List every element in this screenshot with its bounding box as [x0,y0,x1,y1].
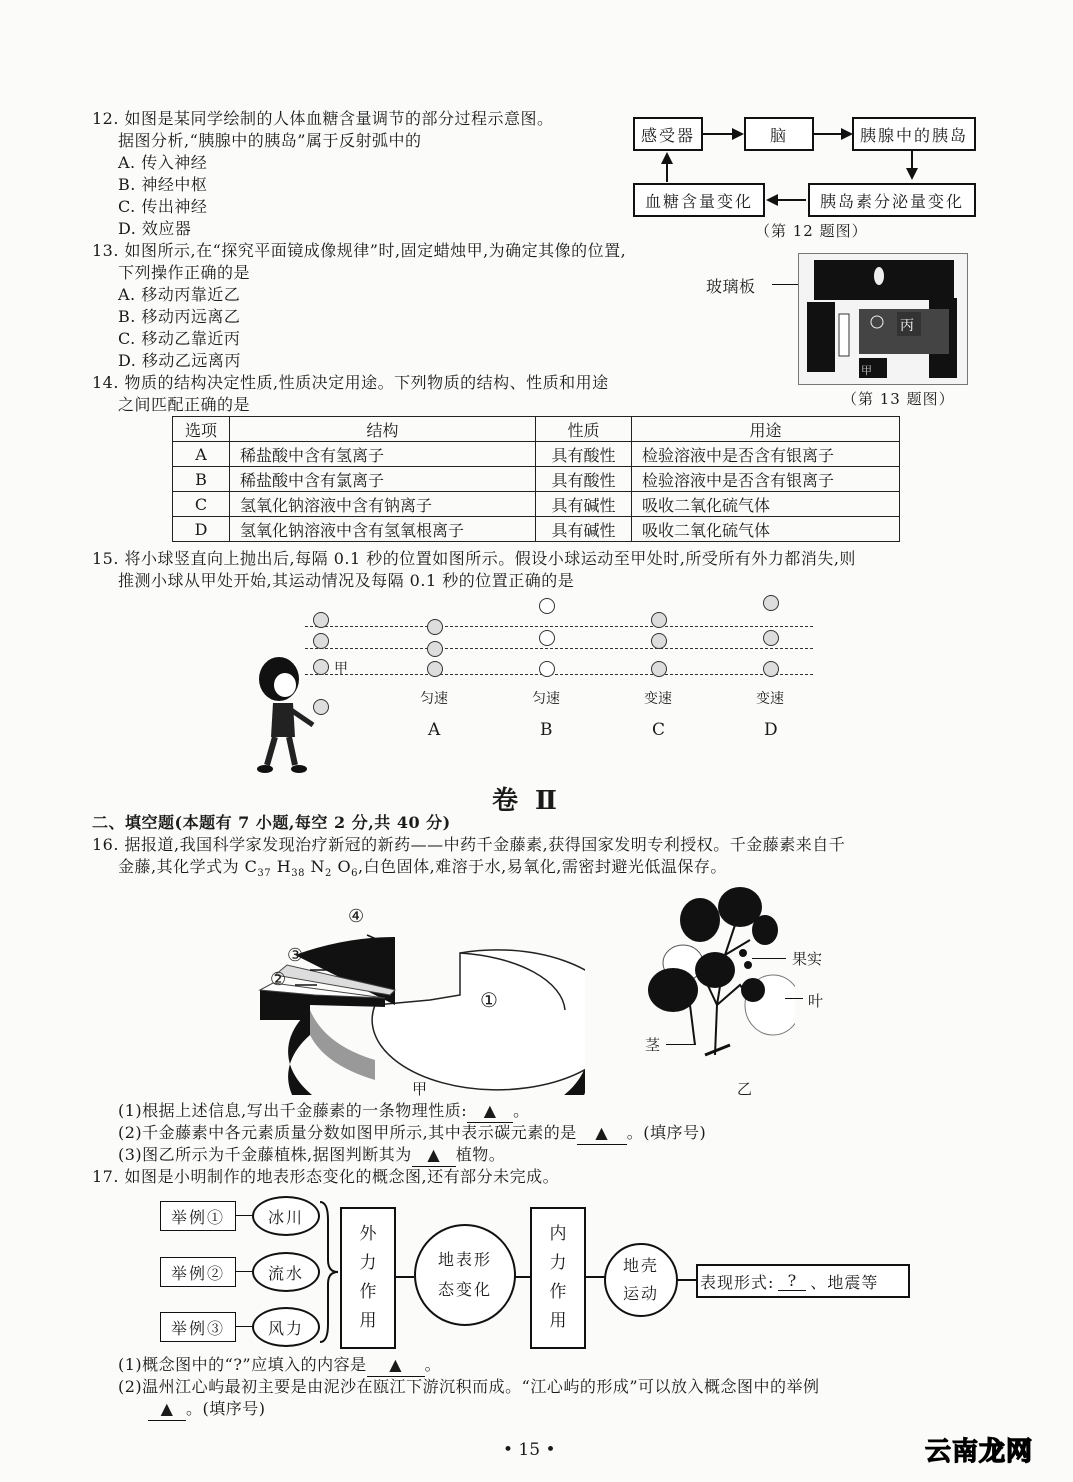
connector [514,1276,530,1278]
option-b-letter: B [540,720,553,740]
stem-text: 金藤,其化学式为 C [118,857,258,876]
table-row [173,517,900,542]
ball [313,612,329,628]
ball [313,659,329,675]
volume-title: 卷 Ⅱ [492,786,561,816]
center-node [414,1224,516,1326]
ball [427,661,443,677]
connector [236,1215,252,1216]
pie-label-1: ① [480,988,498,1012]
q12-stem-line1: 12. 如图是某同学绘制的人体血糖含量调节的部分过程示意图。 [92,109,554,128]
forms-box [696,1264,910,1298]
connector [676,1279,696,1281]
table-row [173,492,900,517]
q14-stem-line2: 之间匹配正确的是 [118,395,251,414]
arrow-line [666,164,668,182]
arrow-right-icon [841,128,853,140]
sub-text: (1)根据上述信息,写出千金藤素的一条物理性质: [118,1101,468,1120]
pie-label-4: ④ [348,906,365,927]
dashed-line [305,674,813,675]
q16-stem-line1: 16. 据报道,我国科学家发现治疗新冠的新药——中药千金藤素,获得国家发明专利授权。千金藤素来自千 [92,835,846,854]
q13-stem-line1: 13. 如图所示,在“探究平面镜成像规律”时,固定蜡烛甲,为确定其像的位置, [92,241,627,260]
example-3: 举例③ [160,1312,236,1342]
center-text: 地表形 [437,1250,492,1269]
char: 外 [359,1224,377,1244]
node-blood-sugar-change: 血糖含量变化 [633,183,765,217]
label-leaf: 叶 [808,992,824,1010]
connector [236,1326,252,1327]
example-1: 举例① [160,1201,236,1231]
watermark-part2: 龙网 [978,1437,1033,1467]
answer-blank[interactable]: ▲ [412,1144,456,1167]
q16-sub1 [118,1100,530,1123]
watermark-part1: 云南 [924,1437,979,1467]
dashed-line [305,648,813,649]
q17-sub2-line1: (2)温州江心屿最初主要是由泥沙在瓯江下游沉积而成。“江心屿的形成”可以放入概念图中的举例 [118,1377,820,1396]
pie-label-3: ③ [287,945,304,966]
arrow-down-icon [906,168,918,180]
q13-stem-line2: 下列操作正确的是 [118,263,251,282]
forms-text: 、地震等 [810,1272,879,1292]
q16-sub2 [118,1122,706,1145]
char: 内 [549,1224,567,1244]
dashed-line [305,626,813,627]
crust-movement-node [604,1243,678,1317]
arrow-line [703,133,733,135]
sub-text: 。 [513,1101,530,1120]
arrow-line [911,151,913,169]
cell-use: 吸收二氧化硫气体 [632,492,900,517]
external-force-box [340,1207,396,1349]
crust-text: 地壳 [622,1256,659,1275]
q12-figure-caption: （第 12 题图） [755,222,868,240]
header-option: 选项 [173,417,230,442]
watermark-logo [925,1431,1033,1468]
subscript-h: 38 [291,868,305,880]
q12-stem-line2: 据图分析,“胰腺中的胰岛”属于反射弧中的 [118,131,422,150]
question-mark-blank: ? [778,1271,806,1291]
sub-text: (2)千金藤素中各元素质量分数如图甲所示,其中表示碳元素的是 [118,1123,577,1142]
crust-text: 运动 [622,1284,659,1303]
ball [651,612,667,628]
option-d-letter: D [764,720,778,740]
internal-force-box [530,1207,586,1349]
ball [539,661,555,677]
arrow-up-icon [661,152,673,164]
fig-jia-caption: 甲 [412,1080,428,1098]
cell-structure: 氢氧化钠溶液中含有氢氧根离子 [230,517,536,542]
sub-text: 。(填序号) [626,1123,707,1142]
char: 用 [549,1311,567,1331]
answer-blank[interactable]: ▲ [148,1398,186,1421]
char: 力 [549,1253,567,1273]
cell-option: A [173,442,230,467]
ball [539,630,555,646]
plant-graphic [645,885,795,1065]
child-illustration [255,655,315,775]
cell-option: B [173,467,230,492]
char: 作 [359,1282,377,1302]
example-2: 举例② [160,1257,236,1287]
option-c-letter: C [652,720,666,740]
q12-option-a: A. 传入神经 [118,153,208,172]
ball [651,633,667,649]
option-b-motion: 匀速 [532,691,560,707]
label-glass-plate: 玻璃板 [706,277,756,296]
node-receptor: 感受器 [633,117,703,151]
sub-text: 。(填序号) [186,1399,266,1418]
sub-text: 。 [424,1355,442,1374]
ball [539,598,555,614]
q16-sub3 [118,1144,505,1167]
answer-blank[interactable]: ▲ [367,1354,425,1377]
q14-table [172,416,900,542]
arrow-right-icon [732,128,744,140]
cell-structure: 氢氧化钠溶液中含有钠离子 [230,492,536,517]
agent-glacier: 冰川 [252,1196,320,1236]
arrow-left-icon [766,194,778,206]
arrow-line [814,133,842,135]
ball [763,630,779,646]
section-heading: 二、填空题(本题有 7 小题,每空 2 分,共 40 分) [92,813,451,832]
q12-option-d: D. 效应器 [118,219,192,238]
ball [313,633,329,649]
sub-text: (1)概念图中的“?”应填入的内容是 [118,1355,367,1374]
header-structure: 结构 [230,417,536,442]
ball [427,641,443,657]
char: 力 [359,1253,377,1273]
cell-use: 检验溶液中是否含有银离子 [632,442,900,467]
agent-water: 流水 [252,1252,320,1292]
q14-stem-line1: 14. 物质的结构决定性质,性质决定用途。下列物质的结构、性质和用途 [92,373,609,392]
node-brain: 脑 [744,117,814,151]
cell-property: 具有碱性 [536,517,632,542]
connector [584,1276,606,1278]
q13-option-b: B. 移动丙远离乙 [118,307,241,326]
q13-option-c: C. 移动乙靠近丙 [118,329,241,348]
q17-stem: 17. 如图是小明制作的地表形态变化的概念图,还有部分未完成。 [92,1167,560,1186]
q12-option-b: B. 神经中枢 [118,175,208,194]
header-property: 性质 [536,417,632,442]
fig-yi-caption: 乙 [737,1080,753,1098]
agent-wind: 风力 [252,1307,320,1347]
subscript-c: 37 [257,868,272,880]
page-number: • 15 • [503,1440,556,1460]
q15-stem-line2: 推测小球从甲处开始,其运动情况及每隔 0.1 秒的位置正确的是 [118,571,575,590]
node-insulin-change: 胰岛素分泌量变化 [808,183,976,217]
cell-property: 具有酸性 [536,467,632,492]
connector [394,1276,414,1278]
char: 作 [549,1282,567,1302]
q16-stem-line2: 金藤,其化学式为 $C_{37}$ $H_{38}$ $N_2$ $O_6$,白色固体,难溶于水,易氧化,需密封避光低温保存。 [118,857,727,880]
label-stem: 茎 [645,1036,661,1054]
ball [763,595,779,611]
sub-text: (3)图乙所示为千金藤植株,据图判断其为 [118,1145,412,1164]
mirror-photo-graphic [799,254,967,384]
sub-text: 植物。 [455,1145,506,1164]
label-jia: 甲 [334,661,348,677]
table-row [173,442,900,467]
arrow-line [778,199,806,201]
q13-option-a: A. 移动丙靠近乙 [118,285,241,304]
ball [651,661,667,677]
option-c-motion: 变速 [644,691,672,707]
q17-sub1 [118,1354,441,1377]
forms-label: 表现形式: [700,1272,775,1292]
ball [763,661,779,677]
cell-structure: 稀盐酸中含有氯离子 [230,467,536,492]
option-d-motion: 变速 [756,691,784,707]
cell-property: 具有酸性 [536,442,632,467]
header-use: 用途 [632,417,900,442]
leader-line [785,998,803,999]
pie-chart-graphic [255,895,585,1095]
cell-use: 检验溶液中是否含有银离子 [632,467,900,492]
char: 用 [359,1311,377,1331]
label-fruit: 果实 [792,950,823,968]
option-a-motion: 匀速 [420,691,448,707]
label-jia: 甲 [861,364,872,377]
connector [236,1271,252,1272]
label-bing: 丙 [900,318,914,334]
cell-structure: 稀盐酸中含有氢离子 [230,442,536,467]
mirror-photo [798,253,968,385]
q12-option-c: C. 传出神经 [118,197,208,216]
pie-label-2: ② [270,969,287,990]
option-a-letter: A [428,720,441,740]
brace-icon [318,1200,340,1345]
ball [313,699,329,715]
leader-line [666,1044,696,1045]
stem-text: ,白色固体,难溶于水,易氧化,需密封避光低温保存。 [357,857,727,876]
q17-sub2-line2 [148,1398,266,1421]
leader-line [752,958,786,959]
q15-stem-line1: 15. 将小球竖直向上抛出后,每隔 0.1 秒的位置如图所示。假设小球运动至甲处时,所受所有外力都消失,则 [92,549,856,568]
cell-property: 具有碱性 [536,492,632,517]
subscript-n: 2 [325,868,332,880]
cell-option: C [173,492,230,517]
center-text: 态变化 [437,1280,492,1299]
subscript-o: 6 [351,868,358,880]
cell-option: D [173,517,230,542]
ball [427,619,443,635]
cell-use: 吸收二氧化硫气体 [632,517,900,542]
table-row [173,467,900,492]
q13-figure-caption: （第 13 题图） [842,390,955,408]
answer-blank[interactable]: ▲ [467,1100,513,1123]
node-islets: 胰腺中的胰岛 [852,117,976,151]
answer-blank[interactable]: ▲ [577,1122,627,1145]
q13-option-d: D. 移动乙远离丙 [118,351,241,370]
table-header-row [173,417,900,442]
